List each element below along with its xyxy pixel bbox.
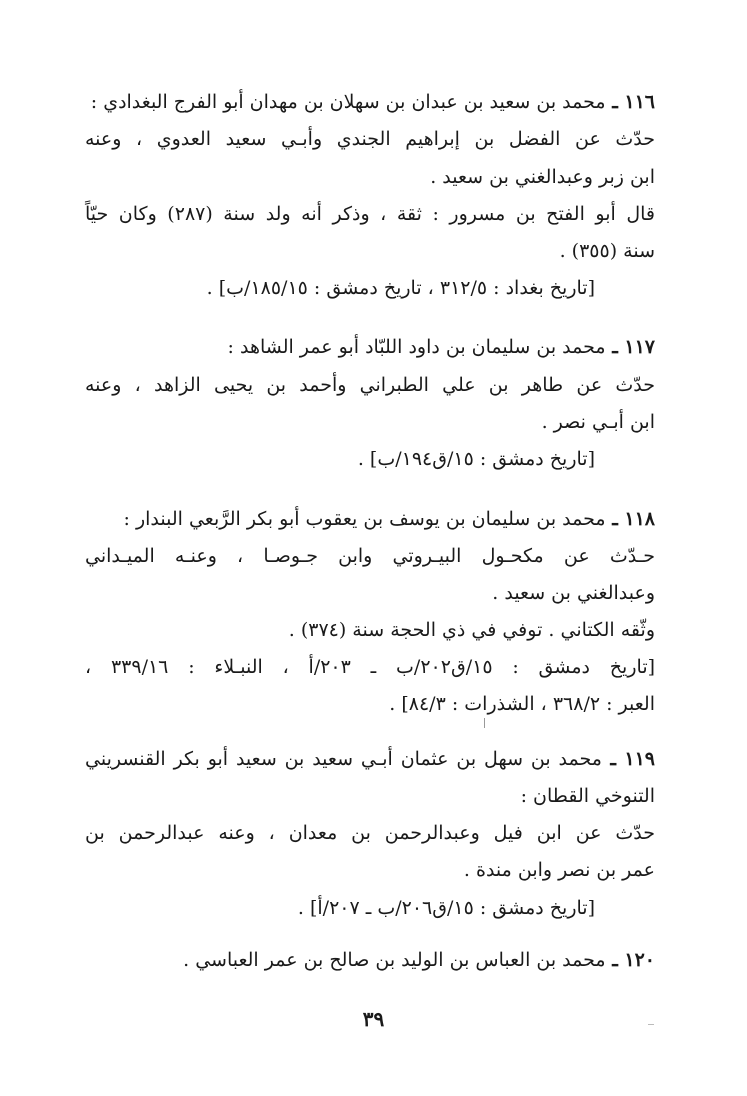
print-mark — [484, 718, 485, 728]
entry-119-heading: ١١٩ ـ محمد بن سهل بن عثمان أبـي سعيد بن سعيد أبو بكر القنسريني — [85, 748, 656, 770]
entry-name: محمد بن سليمان بن داود اللبّاد أبو عمر الشاهد : — [227, 336, 606, 358]
entry-120-heading: ١٢٠ ـ محمد بن العباس بن الوليد بن صالح بن عمر العباسي . — [183, 949, 655, 971]
entry-name: محمد بن سعيد بن عبدان بن سهلان بن مهدان أبو الفرج البغدادي : — [90, 91, 606, 113]
entry-118-line-2: وعبدالغني بن سعيد . — [492, 582, 655, 604]
entry-number: ١٢٠ — [624, 949, 655, 971]
entry-number: ١١٦ — [624, 91, 655, 113]
entry-118-line-3: وثّقه الكتاني . توفي في ذي الحجة سنة (٣٧٤) . — [288, 619, 655, 641]
entry-118-line-1: حـدّث عن مكحـول البيـروتي وابن جـوصـا ، وعنـه الميـداني — [85, 545, 655, 567]
entry-number: ١١٨ — [624, 508, 655, 530]
entry-name: محمد بن سليمان بن يوسف بن يعقوب أبو بكر الرَّبعي البندار : — [123, 508, 606, 530]
entry-118-ref-1: [تاريخ دمشق : ١٥/ق٢٠٢/ب ـ ٢٠٣/أ ، النبـلاء : ٣٣٩/١٦ ، — [85, 656, 656, 678]
entry-117-line-2: ابن أبـي نصر . — [541, 411, 655, 433]
entry-name: محمد بن سهل بن عثمان أبـي سعيد بن سعيد أبو بكر القنسريني — [85, 748, 602, 770]
print-mark — [648, 1024, 654, 1025]
entry-116-line-2: ابن زبر وعبدالغني بن سعيد . — [430, 166, 655, 188]
entry-117-heading: ١١٧ ـ محمد بن سليمان بن داود اللبّاد أبو عمر الشاهد : — [227, 336, 655, 358]
entry-116-ref: [تاريخ بغداد : ٣١٢/٥ ، تاريخ دمشق : ١٨٥/١٥/ب] . — [206, 277, 595, 299]
entry-116-line-4: سنة (٣٥٥) . — [559, 240, 655, 262]
entry-116-line-3: قال أبو الفتح بن مسرور : ثقة ، وذكر أنه ولد سنة (٢٨٧) وكان حيّاً — [85, 203, 655, 225]
entry-119-line-2: عمر بن نصر وابن مندة . — [463, 859, 655, 881]
entry-number: ١١٧ — [624, 336, 655, 358]
entry-117-ref: [تاريخ دمشق : ١٥/ق١٩٤/ب] . — [357, 448, 595, 470]
entry-117-line-1: حدّث عن طاهر بن علي الطبراني وأحمد بن يحيى الزاهد ، وعنه — [85, 374, 655, 396]
entry-name: محمد بن العباس بن الوليد بن صالح بن عمر العباسي . — [183, 949, 606, 971]
entry-119-heading-cont: التنوخي القطان : — [520, 785, 655, 807]
entry-118-heading: ١١٨ ـ محمد بن سليمان بن يوسف بن يعقوب أبو بكر الرَّبعي البندار : — [123, 508, 655, 530]
entry-119-ref: [تاريخ دمشق : ١٥/ق٢٠٦/ب ـ ٢٠٧/أ] . — [297, 897, 595, 919]
page-number: ٣٩ — [362, 1007, 385, 1031]
entry-119-line-1: حدّث عن ابن فيل وعبدالرحمن بن معدان ، وعنه عبدالرحمن بن — [85, 822, 655, 844]
entry-number: ١١٩ — [624, 748, 656, 770]
entry-116-line-1: حدّث عن الفضل بن إبراهيم الجندي وأبـي سعيد العدوي ، وعنه — [85, 128, 655, 150]
entry-116-heading: ١١٦ ـ محمد بن سعيد بن عبدان بن سهلان بن مهدان أبو الفرج البغدادي : — [90, 91, 655, 113]
entry-118-ref-2: العبر : ٣٦٨/٢ ، الشذرات : ٨٤/٣] . — [389, 693, 655, 715]
